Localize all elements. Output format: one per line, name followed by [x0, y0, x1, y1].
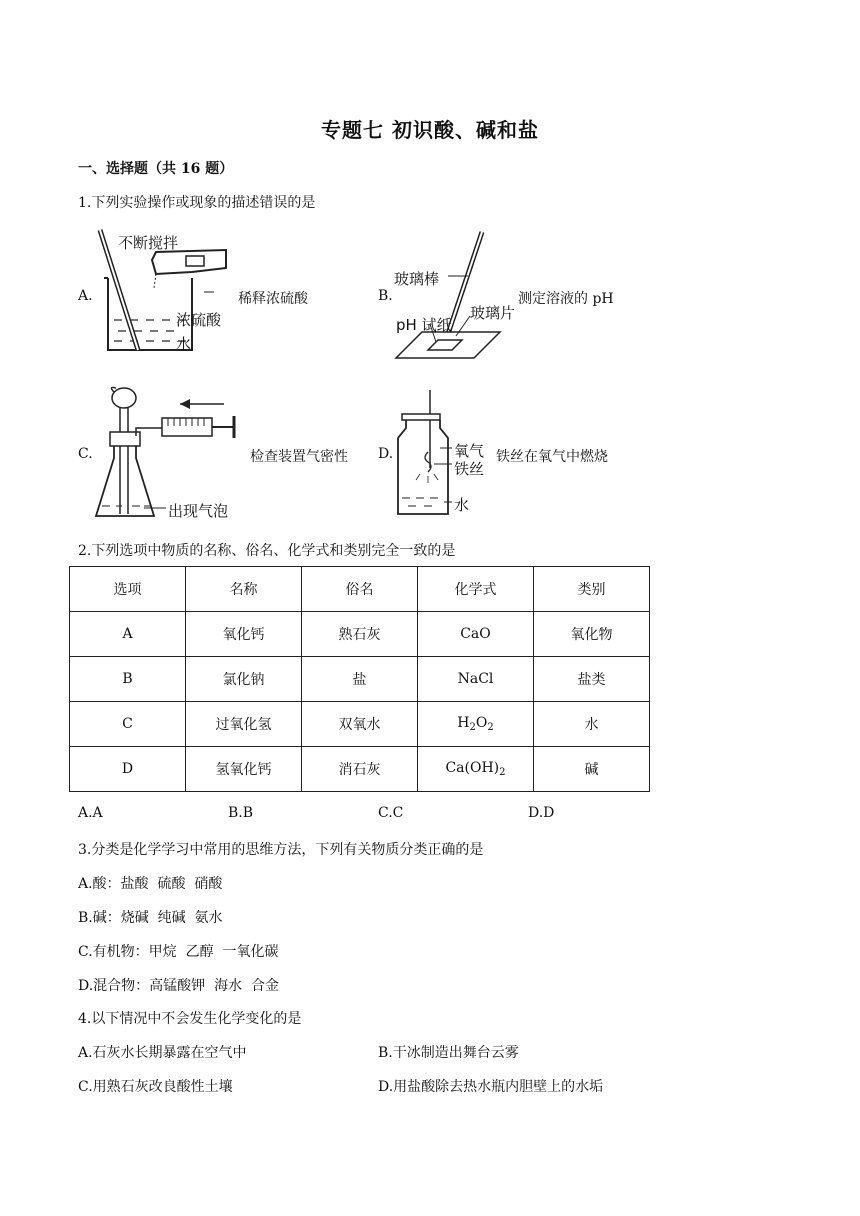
q1-option-d-caption: 铁丝在氧气中燃烧 — [496, 449, 608, 465]
table-cell: 消石灰 — [302, 747, 418, 792]
table-cell: $H_2O_2$ — [418, 702, 534, 747]
table-header: 选项 — [70, 567, 186, 612]
q1-option-d-label: D. — [378, 446, 394, 462]
substance-table — [69, 566, 650, 792]
page-title: 专题七 初识酸、碱和盐 — [321, 118, 539, 142]
label-stir: 不断搅拌 — [118, 234, 179, 252]
label-conc-acid: 浓硫酸 — [176, 311, 222, 329]
table-cell: 氧化钙 — [186, 612, 302, 657]
q3-option-b: B.碱：烧碱 纯碱 氨水 — [78, 910, 223, 926]
question-2-stem: 2.下列选项中物质的名称、俗名、化学式和类别完全一致的是 — [78, 543, 456, 559]
question-3-stem: 3.分类是化学学习中常用的思维方法，下列有关物质分类正确的是 — [78, 842, 484, 858]
q4-option-a: A.石灰水长期暴露在空气中 — [78, 1045, 247, 1061]
question-1-stem: 1.下列实验操作或现象的描述错误的是 — [78, 195, 316, 211]
q2-answer-c: C.C — [378, 805, 404, 821]
q3-option-c: C.有机物：甲烷 乙醇 一氧化碳 — [78, 944, 279, 960]
table-row — [70, 702, 650, 747]
table-cell: C — [70, 702, 186, 747]
table-cell: 水 — [534, 702, 650, 747]
table-header: 名称 — [186, 567, 302, 612]
q2-answer-b: B.B — [228, 805, 254, 821]
table-cell: $Ca(OH)_2$ — [418, 747, 534, 792]
q3-option-a: A.酸：盐酸 硫酸 硝酸 — [78, 876, 223, 892]
table-header: 俗名 — [302, 567, 418, 612]
q2-answer-a: A.A — [78, 805, 103, 821]
q1-option-a-caption: 稀释浓硫酸 — [238, 291, 308, 307]
table-header: 化学式 — [418, 567, 534, 612]
q2-answer-d: D.D — [528, 805, 555, 821]
q1-option-a-label: A. — [78, 288, 93, 304]
q1-option-c-label: C. — [78, 446, 93, 462]
table-cell: 氧化物 — [534, 612, 650, 657]
ph-test-diagram — [392, 228, 512, 363]
table-cell: 氢氧化钙 — [186, 747, 302, 792]
table-header-row — [70, 567, 650, 612]
table-cell: 双氧水 — [302, 702, 418, 747]
label-glass-plate: 玻璃片 — [470, 304, 516, 322]
q1-option-b-label: B. — [378, 288, 393, 304]
table-cell: 盐类 — [534, 657, 650, 702]
label-water-a: 水 — [176, 335, 192, 353]
q4-option-c: C.用熟石灰改良酸性土壤 — [78, 1079, 233, 1095]
table-row — [70, 657, 650, 702]
table-cell: B — [70, 657, 186, 702]
label-water-d: 水 — [454, 496, 470, 514]
q3-option-d: D.混合物：高锰酸钾 海水 合金 — [78, 978, 279, 994]
label-iron-wire: 铁丝 — [454, 460, 485, 478]
table-cell: 过氧化氢 — [186, 702, 302, 747]
question-4-stem: 4.以下情况中不会发生化学变化的是 — [78, 1011, 302, 1027]
table-row — [70, 612, 650, 657]
table-cell: 氯化钠 — [186, 657, 302, 702]
table-cell: NaCl — [418, 657, 534, 702]
label-bubbles: 出现气泡 — [168, 502, 229, 520]
q1-option-b-caption: 测定溶液的 pH — [518, 291, 614, 307]
table-header: 类别 — [534, 567, 650, 612]
table-cell: D — [70, 747, 186, 792]
label-oxygen: 氧气 — [454, 442, 485, 460]
table-row — [70, 747, 650, 792]
label-glass-rod: 玻璃棒 — [394, 270, 440, 288]
q1-option-c-caption: 检查装置气密性 — [250, 449, 348, 465]
table-cell: 盐 — [302, 657, 418, 702]
table-cell: 碱 — [534, 747, 650, 792]
q4-option-d: D.用盐酸除去热水瓶内胆壁上的水垢 — [378, 1079, 604, 1095]
label-ph-paper: pH 试纸 — [396, 316, 452, 334]
section-heading: 一、选择题（共 16 题） — [78, 161, 234, 177]
table-cell: 熟石灰 — [302, 612, 418, 657]
q4-option-b: B.干冰制造出舞台云雾 — [378, 1045, 519, 1061]
table-cell: A — [70, 612, 186, 657]
table-cell: CaO — [418, 612, 534, 657]
